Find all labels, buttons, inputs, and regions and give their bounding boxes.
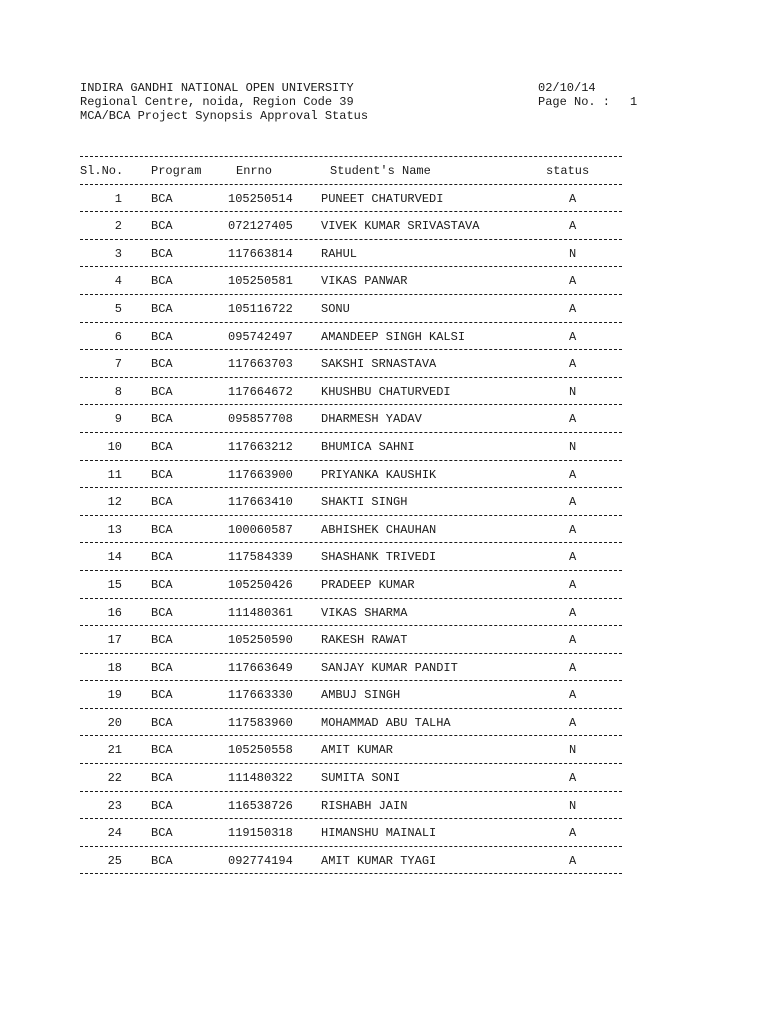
cell-status: N [569, 384, 577, 399]
cell-status: A [569, 329, 577, 344]
cell-program: BCA [151, 495, 173, 510]
divider [80, 349, 622, 350]
cell-enrno: 117663212 [228, 439, 293, 454]
cell-program: BCA [151, 660, 173, 675]
table-row [0, 680, 768, 708]
cell-student-name: SUMITA SONI [321, 771, 401, 786]
cell-sl-no: 25 [107, 853, 122, 868]
cell-sl-no: 13 [107, 522, 122, 537]
cell-enrno: 105250514 [228, 191, 293, 206]
cell-sl-no: 17 [107, 633, 122, 648]
cell-enrno: 111480361 [228, 605, 293, 620]
column-header-sl-no: Sl.No. [80, 164, 124, 178]
divider [80, 322, 622, 323]
cell-status: N [569, 798, 577, 813]
cell-enrno: 117663703 [228, 357, 293, 372]
cell-sl-no: 4 [114, 274, 122, 289]
cell-sl-no: 21 [107, 743, 122, 758]
divider [80, 846, 622, 847]
cell-sl-no: 22 [107, 771, 122, 786]
cell-program: BCA [151, 715, 173, 730]
divider [80, 211, 622, 212]
table-row [0, 404, 768, 432]
cell-program: BCA [151, 384, 173, 399]
cell-student-name: SAKSHI SRNASTAVA [321, 357, 437, 372]
table-row [0, 487, 768, 515]
cell-enrno: 072127405 [228, 219, 293, 234]
cell-enrno: 117663900 [228, 467, 293, 482]
cell-sl-no: 14 [107, 550, 122, 565]
table-row [0, 211, 768, 239]
cell-enrno: 105250558 [228, 743, 293, 758]
table-row [0, 322, 768, 350]
cell-status: A [569, 191, 577, 206]
divider [80, 791, 622, 792]
cell-student-name: AMIT KUMAR [321, 743, 394, 758]
divider [80, 873, 622, 874]
cell-student-name: SANJAY KUMAR PANDIT [321, 660, 458, 675]
divider [80, 460, 622, 461]
divider [80, 763, 622, 764]
table-row [0, 184, 768, 212]
cell-program: BCA [151, 743, 173, 758]
cell-program: BCA [151, 522, 173, 537]
divider [80, 294, 622, 295]
divider [80, 542, 622, 543]
cell-enrno: 116538726 [228, 798, 293, 813]
cell-program: BCA [151, 550, 173, 565]
table-body [0, 184, 768, 874]
cell-program: BCA [151, 219, 173, 234]
cell-sl-no: 1 [114, 191, 122, 206]
divider [80, 653, 622, 654]
table-row [0, 432, 768, 460]
cell-enrno: 095857708 [228, 412, 293, 427]
cell-student-name: PUNEET CHATURVEDI [321, 191, 444, 206]
cell-status: A [569, 412, 577, 427]
cell-program: BCA [151, 246, 173, 261]
cell-enrno: 117663410 [228, 495, 293, 510]
cell-program: BCA [151, 771, 173, 786]
cell-status: A [569, 853, 577, 868]
divider [80, 570, 622, 571]
cell-sl-no: 12 [107, 495, 122, 510]
divider [80, 735, 622, 736]
cell-status: A [569, 495, 577, 510]
table-row [0, 239, 768, 267]
cell-status: A [569, 826, 577, 841]
table-bottom-rule [0, 873, 768, 875]
cell-status: N [569, 246, 577, 261]
cell-sl-no: 20 [107, 715, 122, 730]
cell-enrno: 105250590 [228, 633, 293, 648]
cell-student-name: DHARMESH YADAV [321, 412, 422, 427]
cell-program: BCA [151, 357, 173, 372]
divider [80, 266, 622, 267]
cell-program: BCA [151, 798, 173, 813]
cell-enrno: 117584339 [228, 550, 293, 565]
table-row [0, 542, 768, 570]
cell-sl-no: 11 [107, 467, 122, 482]
cell-status: A [569, 357, 577, 372]
cell-status: A [569, 688, 577, 703]
cell-status: A [569, 219, 577, 234]
cell-status: A [569, 715, 577, 730]
cell-status: N [569, 439, 577, 454]
cell-enrno: 105250426 [228, 577, 293, 592]
table-row [0, 377, 768, 405]
cell-enrno: 117663649 [228, 660, 293, 675]
cell-program: BCA [151, 274, 173, 289]
university-name: INDIRA GANDHI NATIONAL OPEN UNIVERSITY [80, 81, 354, 95]
cell-program: BCA [151, 467, 173, 482]
cell-student-name: PRIYANKA KAUSHIK [321, 467, 437, 482]
column-header-status: status [546, 164, 590, 178]
cell-student-name: VIKAS SHARMA [321, 605, 408, 620]
cell-student-name: ABHISHEK CHAUHAN [321, 522, 437, 537]
divider [80, 156, 622, 157]
divider [80, 404, 622, 405]
cell-enrno: 117663330 [228, 688, 293, 703]
cell-student-name: RAKESH RAWAT [321, 633, 408, 648]
cell-program: BCA [151, 439, 173, 454]
divider [80, 680, 622, 681]
cell-student-name: VIVEK KUMAR SRIVASTAVA [321, 219, 480, 234]
cell-sl-no: 24 [107, 826, 122, 841]
cell-enrno: 092774194 [228, 853, 293, 868]
cell-sl-no: 7 [114, 357, 122, 372]
table-row [0, 763, 768, 791]
table-row [0, 570, 768, 598]
cell-status: A [569, 633, 577, 648]
page-number-label: Page No. : [538, 95, 611, 109]
table-row [0, 515, 768, 543]
cell-program: BCA [151, 853, 173, 868]
cell-enrno: 095742497 [228, 329, 293, 344]
cell-sl-no: 6 [114, 329, 122, 344]
cell-program: BCA [151, 191, 173, 206]
cell-student-name: KHUSHBU CHATURVEDI [321, 384, 451, 399]
table-row [0, 708, 768, 736]
page-number: 1 [630, 95, 638, 109]
table-row [0, 598, 768, 626]
cell-student-name: AMBUJ SINGH [321, 688, 401, 703]
cell-enrno: 105250581 [228, 274, 293, 289]
cell-status: A [569, 301, 577, 316]
divider [80, 598, 622, 599]
divider [80, 515, 622, 516]
cell-status: A [569, 577, 577, 592]
cell-status: N [569, 743, 577, 758]
cell-enrno: 119150318 [228, 826, 293, 841]
cell-enrno: 117664672 [228, 384, 293, 399]
divider [80, 487, 622, 488]
cell-status: A [569, 522, 577, 537]
cell-student-name: SHASHANK TRIVEDI [321, 550, 437, 565]
regional-centre: Regional Centre, noida, Region Code 39 [80, 95, 354, 109]
cell-program: BCA [151, 605, 173, 620]
cell-program: BCA [151, 412, 173, 427]
cell-enrno: 117583960 [228, 715, 293, 730]
cell-student-name: RISHABH JAIN [321, 798, 408, 813]
cell-sl-no: 18 [107, 660, 122, 675]
cell-sl-no: 2 [114, 219, 122, 234]
divider [80, 708, 622, 709]
cell-program: BCA [151, 301, 173, 316]
cell-enrno: 105116722 [228, 301, 293, 316]
table-row [0, 625, 768, 653]
report-title: MCA/BCA Project Synopsis Approval Status [80, 109, 369, 123]
cell-status: A [569, 467, 577, 482]
cell-program: BCA [151, 577, 173, 592]
column-header-student-name: Student's Name [330, 164, 431, 178]
cell-student-name: AMIT KUMAR TYAGI [321, 853, 437, 868]
cell-student-name: PRADEEP KUMAR [321, 577, 415, 592]
cell-status: A [569, 550, 577, 565]
cell-status: A [569, 660, 577, 675]
cell-status: A [569, 771, 577, 786]
table-row [0, 294, 768, 322]
approval-status-table [0, 156, 768, 875]
table-row [0, 460, 768, 488]
table-row [0, 349, 768, 377]
column-header-program: Program [151, 164, 202, 178]
cell-sl-no: 5 [114, 301, 122, 316]
table-row [0, 846, 768, 874]
cell-sl-no: 3 [114, 246, 122, 261]
column-header-enrno: Enrno [236, 164, 273, 178]
cell-sl-no: 19 [107, 688, 122, 703]
cell-program: BCA [151, 329, 173, 344]
cell-sl-no: 16 [107, 605, 122, 620]
cell-sl-no: 23 [107, 798, 122, 813]
report-date: 02/10/14 [538, 81, 596, 95]
cell-student-name: SHAKTI SINGH [321, 495, 408, 510]
table-row [0, 818, 768, 846]
divider [80, 625, 622, 626]
cell-student-name: AMANDEEP SINGH KALSI [321, 329, 466, 344]
cell-enrno: 117663814 [228, 246, 293, 261]
cell-sl-no: 8 [114, 384, 122, 399]
cell-program: BCA [151, 826, 173, 841]
table-row [0, 266, 768, 294]
table-row [0, 791, 768, 819]
cell-status: A [569, 274, 577, 289]
cell-student-name: MOHAMMAD ABU TALHA [321, 715, 451, 730]
cell-program: BCA [151, 633, 173, 648]
table-row [0, 735, 768, 763]
cell-student-name: HIMANSHU MAINALI [321, 826, 437, 841]
cell-enrno: 111480322 [228, 771, 293, 786]
table-header-row [0, 156, 768, 184]
cell-status: A [569, 605, 577, 620]
table-row [0, 653, 768, 681]
cell-enrno: 100060587 [228, 522, 293, 537]
divider [80, 432, 622, 433]
cell-sl-no: 15 [107, 577, 122, 592]
divider [80, 377, 622, 378]
cell-student-name: VIKAS PANWAR [321, 274, 408, 289]
divider [80, 818, 622, 819]
cell-student-name: SONU [321, 301, 350, 316]
cell-sl-no: 9 [114, 412, 122, 427]
cell-student-name: RAHUL [321, 246, 358, 261]
cell-sl-no: 10 [107, 439, 122, 454]
divider [80, 239, 622, 240]
cell-program: BCA [151, 688, 173, 703]
cell-student-name: BHUMICA SAHNI [321, 439, 415, 454]
divider [80, 184, 622, 185]
